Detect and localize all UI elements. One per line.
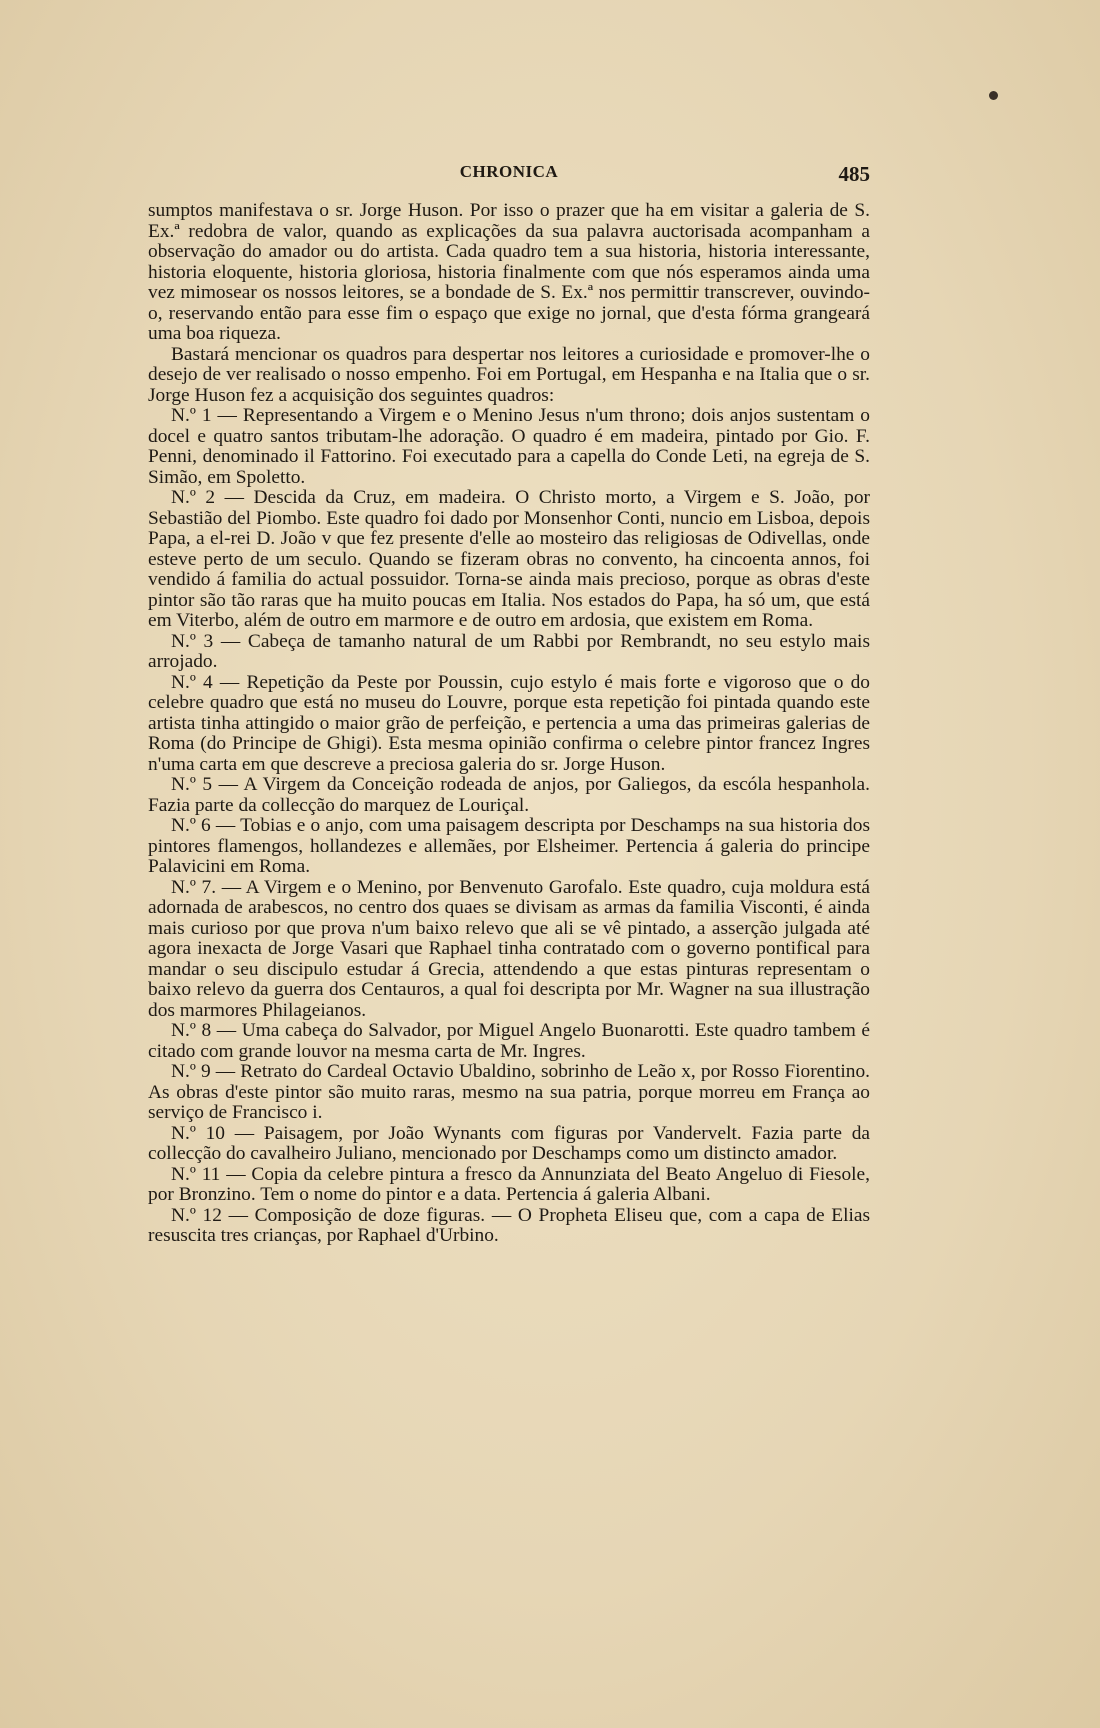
list-item-8: N.º 8 — Uma cabeça do Salvador, por Miguel Angelo Buonarotti. Este quadro tambem é citado com grande louvor na mesma carta de Mr. Ingres. — [148, 1020, 870, 1062]
paragraph-intro: Bastará mencionar os quadros para despertar nos leitores a curiosidade e promover-lhe o desejo de ver realisado o nosso empenho. Foi em Portugal, em Hespanha e na Italia que o sr. Jorge Huson fez a acquisição dos seguintes quadros: — [148, 343, 870, 406]
ink-speck — [989, 91, 998, 100]
page-header — [148, 162, 870, 186]
list-item-4: N.º 4 — Repetição da Peste por Poussin, cujo estylo é mais forte e vigoroso que o do celebre quadro que está no museu do Louvre, porque esta repetição foi pintada quando este artista tinha attingido o maior grão de perfeição, e pertencia a uma das primeiras galerias de Roma (do Principe de Ghigi). Esta mesma opinião confirma o celebre pintor francez Ingres n'uma carta em que descreve a preciosa galeria do sr. Jorge Huson. — [148, 671, 870, 775]
list-item-9: N.º 9 — Retrato do Cardeal Octavio Ubaldino, sobrinho de Leão x, por Rosso Fiorentino. As obras d'este pintor são muito raras, mesmo na sua patria, porque morreu em França ao serviço de Francisco i. — [148, 1061, 870, 1123]
running-title: CHRONICA — [459, 162, 559, 181]
list-item-7: N.º 7. — A Virgem e o Menino, por Benvenuto Garofalo. Este quadro, cuja moldura está adornada de arabescos, no centro dos quaes se divisam as armas da familia Visconti, é ainda mais curioso por que prova n'um baixo relevo que ali se vê pintado, a asserção julgada até agora inexacta de Jorge Vasari que Raphael tinha contratado com o governo pontifical para mandar o seu discipulo estudar á Grecia, attendendo a que estas pinturas representam o baixo relevo da guerra dos Centauros, a qual foi descripta por Mr. Wagner na sua illustração dos marmores Philageianos. — [148, 876, 870, 1021]
page-number: 485 — [838, 162, 870, 186]
list-item-2: N.º 2 — Descida da Cruz, em madeira. O Christo morto, a Virgem e S. João, por Sebastião del Piombo. Este quadro foi dado por Monsenhor Conti, nuncio em Lisboa, depois Papa, a el-rei D. João v que fez presente d'elle ao mosteiro das religiosas de Odivellas, onde esteve perto de um seculo. Quando se fizeram obras no convento, ha cincoenta annos, foi vendido á familia do actual possuidor. Torna-se ainda mais precioso, porque as obras d'este pintor são tão raras que ha muito poucas em Italia. Nos estados do Papa, ha só um, que está em Viterbo, além de outro em marmore e de outro em ardosia, que existem em Roma. — [148, 487, 870, 631]
list-item-5: N.º 5 — A Virgem da Conceição rodeada de anjos, por Galiegos, da escóla hespanhola. Fazia parte da collecção do marquez de Louriçal. — [148, 774, 870, 816]
list-item-1: N.º 1 — Representando a Virgem e o Menino Jesus n'um throno; dois anjos sustentam o docel e quatro santos tributam-lhe adoração. O quadro é em madeira, pintado por Gio. F. Penni, denominado il Fattorino. Foi executado para a capella do Conde Leti, na egreja de S. Simão, em Spoletto. — [148, 405, 870, 488]
body-text — [148, 201, 870, 1247]
list-item-10: N.º 10 — Paisagem, por João Wynants com figuras por Vandervelt. Fazia parte da collecção do cavalheiro Juliano, mencionado por Deschamps como um distincto amador. — [148, 1122, 870, 1164]
paragraph-continuation: sumptos manifestava o sr. Jorge Huson. Por isso o prazer que ha em visitar a galeria de S. Ex.ª redobra de valor, quando as explicações da sua palavra auctorisada acompanham a observação do amador ou do artista. Cada quadro tem a sua historia, historia interessante, historia eloquente, historia gloriosa, historia finalmente com que nós esperamos ainda uma vez mimosear os nossos leitores, se a bondade de S. Ex.ª nos permittir transcrever, ouvindo-o, reservando então para esse fim o espaço que exige no jornal, que d'esta fórma grangeará uma boa riqueza. — [148, 200, 870, 344]
list-item-6: N.º 6 — Tobias e o anjo, com uma paisagem descripta por Deschamps na sua historia dos pintores flamengos, hollandezes e allemães, por Elsheimer. Pertencia á galeria do principe Palavicini em Roma. — [148, 815, 870, 877]
list-item-11: N.º 11 — Copia da celebre pintura a fresco da Annunziata del Beato Angeluo di Fiesole, por Bronzino. Tem o nome do pintor e a data. Pertencia á galeria Albani. — [148, 1163, 870, 1205]
list-item-3: N.º 3 — Cabeça de tamanho natural de um Rabbi por Rembrandt, no seu estylo mais arrojado. — [148, 630, 870, 672]
list-item-12: N.º 12 — Composição de doze figuras. — O Propheta Eliseu que, com a capa de Elias resuscita tres crianças, por Raphael d'Urbino. — [148, 1204, 870, 1246]
